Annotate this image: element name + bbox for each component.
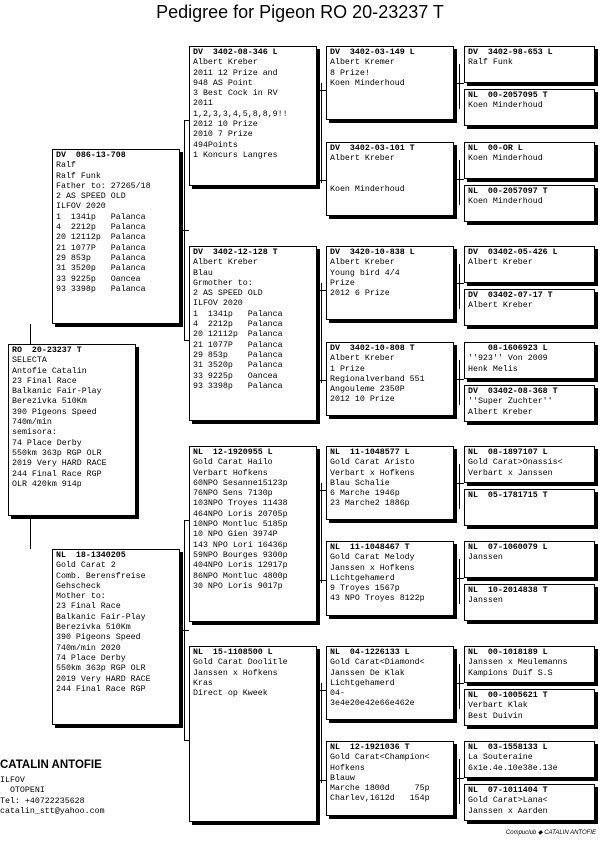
maternal-grandfather-box bbox=[189, 446, 317, 622]
paternal-grandfather-box bbox=[189, 46, 317, 186]
pedigree-line: 2 AS SPEED OLD bbox=[56, 192, 126, 202]
pedigree-line: Kampions Duif S.S bbox=[468, 668, 553, 678]
connector-line bbox=[454, 379, 464, 380]
pedigree-line: Charlev,1612d 154p bbox=[330, 794, 430, 804]
pedigree-line: 59NPO Bourges 9300p bbox=[193, 550, 288, 560]
pedigree-line: Gold Carat<Champion< bbox=[330, 753, 430, 763]
breeder-name: CATALIN ANTOFIE bbox=[0, 759, 102, 771]
pedigree-line: Albert Kremer bbox=[330, 58, 395, 68]
ring-number: NL 11-1048467 T bbox=[330, 543, 410, 552]
pedigree-line: Direct op Kweek bbox=[193, 689, 268, 699]
pedigree-line: Janssen x Aarden bbox=[468, 806, 548, 816]
ring-number: NL 00-2057095 T bbox=[468, 91, 548, 100]
gen3-box bbox=[326, 246, 454, 320]
pedigree-line: Koen Minderhoud bbox=[468, 101, 543, 111]
pedigree-line: 10 NPO Gien 3974P bbox=[193, 530, 278, 540]
pedigree-line: 43 NPO Troyes 8122p bbox=[330, 594, 425, 604]
connector-line bbox=[321, 283, 322, 383]
pedigree-line: 23 Final Race bbox=[12, 376, 77, 386]
pedigree-line: Berezivka 510Km bbox=[12, 397, 87, 407]
pedigree-line: Regionalverband 551 bbox=[330, 374, 425, 384]
pedigree-line: Best Duivin bbox=[468, 711, 523, 721]
pedigree-line: 1 Koncurs Langres bbox=[193, 150, 278, 160]
pedigree-line: Hofkens bbox=[330, 763, 365, 773]
pedigree-line: Blauw bbox=[330, 773, 355, 783]
gen3-box bbox=[326, 342, 454, 416]
ring-number: NL 00-OR L bbox=[468, 144, 523, 153]
pedigree-line: 2012 10 Prize bbox=[193, 120, 258, 130]
pedigree-line: Blau Schalie bbox=[330, 478, 390, 488]
pedigree-line: Antofie Catalin bbox=[12, 366, 87, 376]
pedigree-line: 21 1077P Palanca bbox=[56, 243, 146, 253]
ring-number: NL 15-1108500 L bbox=[193, 648, 273, 657]
pedigree-line: Gold Carat Melody bbox=[330, 553, 415, 563]
ring-number: DV 3402-98-653 L bbox=[468, 48, 553, 57]
connector-line bbox=[30, 516, 31, 549]
gen3-box bbox=[326, 142, 454, 216]
pedigree-line: 23 Final Race bbox=[56, 602, 121, 612]
pedigree-line: Janssen bbox=[468, 553, 503, 563]
pedigree-line: 390 Pigeons Speed bbox=[12, 407, 97, 417]
pedigree-line: 6x1e.4e.10e38e.13e bbox=[468, 763, 558, 773]
ring-number: NL 08-1897107 L bbox=[468, 448, 548, 457]
pedigree-line: Blau bbox=[193, 268, 213, 278]
pedigree-line: Gold Carat 2 bbox=[56, 561, 116, 571]
ring-number: DV 3402-12-128 T bbox=[193, 248, 278, 257]
connector-line bbox=[459, 464, 460, 509]
ring-number: NL 00-2057097 T bbox=[468, 187, 548, 196]
pedigree-line: 76NPO Sens 7130p bbox=[193, 489, 273, 499]
pedigree-line: 23 Marche2 1886p bbox=[330, 499, 410, 509]
pedigree-line: Koen Minderhoud bbox=[468, 197, 543, 207]
pedigree-line: 1,2,3,3,4,5,8,8,9!! bbox=[193, 109, 288, 119]
pedigree-line: 29 853p Palanca bbox=[56, 253, 146, 263]
pedigree-line: Balkanic Fair-Play bbox=[12, 387, 102, 397]
pedigree-line: 74 Place Derby bbox=[12, 438, 82, 448]
ring-number: NL 11-1048577 L bbox=[330, 448, 410, 457]
connector-line bbox=[454, 578, 464, 579]
gen4-box bbox=[464, 741, 595, 778]
pedigree-line: Albert Kreber bbox=[193, 258, 258, 268]
pedigree-line bbox=[330, 165, 450, 175]
connector-line bbox=[321, 683, 322, 783]
pedigree-line: Janssen x Meulemanns bbox=[468, 658, 568, 668]
gen4-box bbox=[464, 689, 595, 726]
pedigree-line: 2011 12 Prize and bbox=[193, 68, 278, 78]
pedigree-line: 6 Marche 1946p bbox=[330, 489, 400, 499]
pedigree-line: Ralf bbox=[56, 161, 76, 171]
pedigree-line: 4 2212p Palanca bbox=[193, 320, 283, 330]
ring-number: NL 04-1226133 L bbox=[330, 648, 410, 657]
pedigree-line: 93 3398p Palanca bbox=[56, 284, 146, 294]
connector-line bbox=[459, 64, 460, 109]
connector-line bbox=[30, 324, 31, 344]
pedigree-line: ILFOV 2020 bbox=[193, 299, 243, 309]
pedigree-line: Albert Kreber bbox=[330, 258, 395, 268]
pedigree-line: ''923'' Von 2009 bbox=[468, 354, 548, 364]
gen4-box bbox=[464, 489, 595, 526]
pedigree-line: 04- bbox=[330, 689, 345, 699]
ring-number: DV 3402-03-149 L bbox=[330, 48, 415, 57]
pedigree-line: 60NPO Sesanne15123p bbox=[193, 478, 288, 488]
pedigree-line: Albert Kreber bbox=[468, 407, 533, 417]
gen4-box bbox=[464, 289, 595, 326]
pedigree-line: 244 Final Race RGP bbox=[12, 469, 102, 479]
pedigree-line: Ralf Funk bbox=[468, 58, 513, 68]
pedigree-line: Gehscheck bbox=[56, 581, 101, 591]
gen4-box bbox=[464, 584, 595, 621]
connector-line bbox=[454, 83, 464, 84]
pedigree-line: 10NPO Montluc 5185p bbox=[193, 520, 288, 530]
pedigree-line: 2019 Very HARD RACE bbox=[12, 459, 107, 469]
pedigree-line: Kras bbox=[193, 678, 213, 688]
pedigree-line: Albert Kreber bbox=[330, 354, 395, 364]
pedigree-line: 29 853p Palanca bbox=[193, 350, 283, 360]
pedigree-line: Marche 1800d 75p bbox=[330, 784, 430, 794]
pedigree-line: Gold Carat>Lana< bbox=[468, 796, 548, 806]
pedigree-line: 31 3520p Palanca bbox=[56, 264, 146, 274]
gen3-box bbox=[326, 741, 454, 816]
pedigree-line: Janssen x Hofkens bbox=[330, 563, 415, 573]
breeder-line: catalin_stt@yahoo.com bbox=[0, 807, 105, 816]
pedigree-line: Gold Carat>Onassis< bbox=[468, 458, 563, 468]
ring-number: 08-1606923 L bbox=[468, 344, 548, 353]
pedigree-line: 33 9225p Oancea bbox=[56, 274, 141, 284]
pedigree-line: 948 AS Point bbox=[193, 78, 253, 88]
pedigree-line: 550km 363p RGP OLR bbox=[56, 664, 146, 674]
connector-line bbox=[454, 778, 464, 779]
gen3-box bbox=[326, 446, 454, 520]
pedigree-line: 494Points bbox=[193, 140, 238, 150]
paternal-grandmother-box bbox=[189, 246, 317, 421]
gen4-box bbox=[464, 342, 595, 379]
pedigree-line: 4 2212p Palanca bbox=[56, 223, 146, 233]
pedigree-line: ''Super Zuchter'' bbox=[468, 397, 553, 407]
pedigree-line: Gold Carat<Diamond< bbox=[330, 658, 425, 668]
pedigree-line: 2 AS SPEED OLD bbox=[193, 289, 263, 299]
ring-number: DV 3402-03-101 T bbox=[330, 144, 415, 153]
pedigree-line: 74 Place Derby bbox=[56, 653, 126, 663]
ring-number: NL 12-1921036 T bbox=[330, 743, 410, 752]
maternal-grandmother-box bbox=[189, 646, 317, 822]
pedigree-line: Albert Kreber bbox=[468, 301, 533, 311]
pedigree-line: Koen Minderhoud bbox=[468, 154, 543, 164]
ring-number: DV 3420-10-838 L bbox=[330, 248, 415, 257]
pedigree-line: Verbart x Janssen bbox=[468, 468, 553, 478]
pedigree-line: 3e4e20e42e66e462e bbox=[330, 699, 415, 709]
connector-line bbox=[454, 179, 464, 180]
pedigree-line: 740m/min 2020 bbox=[56, 643, 121, 653]
ring-number: DV 3402-10-808 T bbox=[330, 344, 415, 353]
pedigree-line bbox=[330, 175, 450, 185]
ring-number: DV 086-13-708 bbox=[56, 151, 126, 160]
pedigree-line: 740m/min bbox=[12, 418, 52, 428]
pedigree-line: 244 Final Race RGP bbox=[56, 684, 146, 694]
ring-number: DV 3402-08-346 L bbox=[193, 48, 278, 57]
pedigree-line: 20 12112p Palanca bbox=[56, 233, 146, 243]
pedigree-line: 21 1077P Palanca bbox=[193, 340, 283, 350]
pedigree-line: Gold Carat Doolitle bbox=[193, 658, 288, 668]
ring-number: DV 03402-05-426 L bbox=[468, 248, 558, 257]
pedigree-line: Janssen De Klak bbox=[330, 668, 405, 678]
pedigree-line: 20 12112p Palanca bbox=[193, 330, 283, 340]
connector-line bbox=[459, 264, 460, 309]
pedigree-line: 3 Best Cock in RV bbox=[193, 89, 278, 99]
gen4-box bbox=[464, 541, 595, 578]
pedigree-line: semisora: bbox=[12, 428, 57, 438]
pedigree-line: 2011 bbox=[193, 99, 213, 109]
pedigree-line: 8 Prize! bbox=[330, 68, 370, 78]
connector-line bbox=[459, 160, 460, 205]
connector-line bbox=[459, 559, 460, 604]
pedigree-line: Father to: 27265/18 bbox=[56, 181, 151, 191]
connector-line bbox=[184, 520, 185, 740]
connector-line bbox=[459, 360, 460, 405]
ring-number: DV 03402-07-17 T bbox=[468, 291, 553, 300]
pedigree-line: SELECTA bbox=[12, 356, 47, 366]
pedigree-line: Gold Carat Hailo bbox=[193, 458, 273, 468]
pedigree-line: Albert Kreber bbox=[193, 58, 258, 68]
pedigree-line: Albert Kreber bbox=[330, 154, 395, 164]
pedigree-line: Angouleme 2350P bbox=[330, 385, 405, 395]
breeder-line: Tel: +40722235628 bbox=[0, 796, 85, 806]
gen4-box bbox=[464, 246, 595, 283]
pedigree-line: 2019 Very HARD RACE bbox=[56, 674, 151, 684]
pedigree-line: 93 3398p Palanca bbox=[193, 381, 283, 391]
ring-number: NL 05-1781715 T bbox=[468, 491, 548, 500]
page-title: Pedigree for Pigeon RO 20-23237 T bbox=[156, 2, 444, 22]
pedigree-line: Mother to: bbox=[56, 592, 106, 602]
gen4-box bbox=[464, 46, 595, 83]
pedigree-line: 464NPO Loris 20705p bbox=[193, 509, 288, 519]
pedigree-line: Koen Minderhoud bbox=[330, 185, 405, 195]
pedigree-line: ILFOV 2020 bbox=[56, 202, 106, 212]
pedigree-line: 33 9225p Oancea bbox=[193, 371, 278, 381]
gen3-box bbox=[326, 541, 454, 616]
gen4-box bbox=[464, 446, 595, 483]
gen4-box bbox=[464, 784, 595, 821]
mother-box bbox=[52, 549, 180, 725]
ring-number: NL 07-1011404 T bbox=[468, 786, 548, 795]
pedigree-line: Janssen x Hofkens bbox=[193, 668, 278, 678]
pedigree-line: Lichtgehamerd bbox=[330, 678, 395, 688]
gen3-box bbox=[326, 646, 454, 720]
connector-line bbox=[321, 83, 322, 183]
gen4-box bbox=[464, 385, 595, 422]
pedigree-line: Grmother to: bbox=[193, 278, 253, 288]
pedigree-line: 2012 10 Prize bbox=[330, 395, 395, 405]
pedigree-line: Balkanic Fair-Play bbox=[56, 612, 146, 622]
ring-number: NL 18-1340205 bbox=[56, 551, 126, 560]
ring-number: DV 03402-08-368 T bbox=[468, 387, 558, 396]
pedigree-line: Verbart Klak bbox=[468, 701, 528, 711]
pedigree-line bbox=[468, 501, 591, 511]
gen4-box bbox=[464, 142, 595, 179]
connector-line bbox=[459, 664, 460, 709]
pedigree-line: Gold Carat Aristo bbox=[330, 458, 415, 468]
connector-line bbox=[321, 483, 322, 583]
connector-line bbox=[454, 683, 464, 684]
gen3-box bbox=[326, 46, 454, 120]
pedigree-line: Verbart x Hofkens bbox=[330, 468, 415, 478]
ring-number: NL 03-1558133 L bbox=[468, 743, 548, 752]
pedigree-line: 1 1341p Palanca bbox=[56, 212, 146, 222]
footer-credit: Compuclub ◆ CATALIN ANTOFIE bbox=[505, 830, 596, 836]
ring-number: NL 00-1018189 L bbox=[468, 648, 548, 657]
pedigree-line: 390 Pigeons Speed bbox=[56, 633, 141, 643]
connector-line bbox=[454, 483, 464, 484]
pedigree-line: 2012 6 Prize bbox=[330, 289, 390, 299]
pedigree-line: Lichtgehamerd bbox=[330, 573, 395, 583]
pedigree-line: 103NPO Troyes 11438 bbox=[193, 499, 288, 509]
connector-line bbox=[184, 120, 185, 340]
gen4-box bbox=[464, 185, 595, 222]
pedigree-line: Henk Melis bbox=[468, 364, 518, 374]
ring-number: RO 20-23237 T bbox=[12, 346, 82, 355]
connector-line bbox=[454, 283, 464, 284]
pedigree-line: Berezivka 510Km bbox=[56, 623, 131, 633]
ring-number: NL 07-1060079 L bbox=[468, 543, 548, 552]
pedigree-line: OLR 420km 914p bbox=[12, 479, 82, 489]
pedigree-line: 30 NPO Loris 9017p bbox=[193, 581, 283, 591]
pedigree-line: 9 Troyes 1567p bbox=[330, 584, 400, 594]
breeder-line: OTOPENI bbox=[0, 786, 45, 795]
pedigree-line: Albert Kreber bbox=[468, 258, 533, 268]
pedigree-line: 404NPO Loris 12917p bbox=[193, 561, 288, 571]
gen4-box bbox=[464, 646, 595, 683]
pedigree-line: Young bird 4/4 bbox=[330, 268, 400, 278]
pedigree-line: Verbart Hofkens bbox=[193, 468, 268, 478]
pedigree-line: Prize bbox=[330, 278, 355, 288]
pedigree-line: 1 Prize bbox=[330, 364, 365, 374]
pedigree-line: 86NPO Montluc 4800p bbox=[193, 571, 288, 581]
pedigree-line: Comb. Berensfreise bbox=[56, 571, 146, 581]
pedigree-line: 31 3520p Palanca bbox=[193, 361, 283, 371]
breeder-line: ILFOV bbox=[0, 775, 25, 785]
pedigree-line: La Souteraine bbox=[468, 753, 533, 763]
ring-number: NL 00-1005621 T bbox=[468, 691, 548, 700]
connector-line bbox=[459, 759, 460, 804]
pedigree-line: Janssen bbox=[468, 596, 503, 606]
father-box bbox=[52, 149, 180, 324]
pedigree-line: 2010 7 Prize bbox=[193, 130, 253, 140]
pedigree-line: 143 NPO Lori 16436p bbox=[193, 540, 288, 550]
gen4-box bbox=[464, 89, 595, 126]
pedigree-line: 1 1341p Palanca bbox=[193, 309, 283, 319]
pedigree-line: Ralf Funk bbox=[56, 171, 101, 181]
pedigree-line: 550km 363p RGP OLR bbox=[12, 448, 102, 458]
subject-pigeon-box bbox=[8, 344, 136, 516]
breeder-info bbox=[0, 760, 105, 818]
pedigree-line: Koen Minderhoud bbox=[330, 78, 405, 88]
ring-number: NL 10-2014838 T bbox=[468, 586, 548, 595]
ring-number: NL 12-1920955 L bbox=[193, 448, 273, 457]
